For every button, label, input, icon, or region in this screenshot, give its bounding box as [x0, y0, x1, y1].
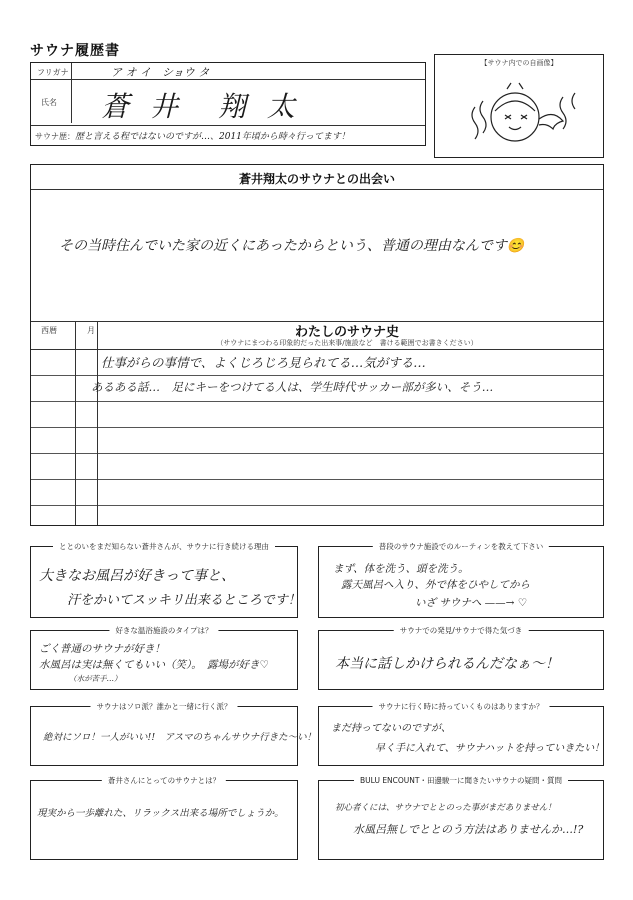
document-title: サウナ履歴書 — [30, 43, 120, 59]
name-value: 蒼 井 翔 太 — [101, 90, 301, 123]
main-section — [30, 164, 604, 526]
card-reason-line-1: 大きなお風呂が好きって事と、 — [39, 568, 235, 584]
card-routine-label: 普段のサウナ施設でのルーティンを教えて下さい — [373, 541, 549, 552]
encounter-text: その当時住んでいた家の近くにあったからという、普通の理由なんです😊 — [59, 238, 525, 254]
name-label: 氏名 — [41, 98, 57, 107]
card-solo — [30, 702, 317, 766]
history-subheading: （サウナにまつわる印象的だった出来事/施設など 書ける範囲でお書きください） — [216, 339, 478, 347]
card-meaning-label: 蒼井さんにとってのサウナとは？ — [102, 775, 226, 786]
history-month-header: 月 — [87, 326, 95, 335]
sauna-history-label: サウナ歴： — [35, 132, 75, 141]
card-belongings-line-2: 早く手に入れて、サウナハットを持っていきたい！ — [375, 743, 605, 754]
card-routine-line-2: 露天風呂へ入り、外で体をひやしてから — [341, 579, 530, 591]
card-solo-line-1: 絶対にソロ！一人がいい!! アスマのちゃんサウナ行きた〜い！ — [43, 732, 317, 743]
card-belongings-line-1: まだ持ってないのですが、 — [331, 723, 451, 734]
portrait-label: 【サウナ内での自画像】 — [480, 59, 558, 67]
sauna-history-value: 歴と言える程ではないのですが…、2011年頃から時々行ってます！ — [75, 132, 350, 142]
card-belongings-label: サウナに行く時に持っていくものはありますか？ — [373, 701, 550, 712]
card-question-line-2: 水風呂無しでととのう方法はありませんか…!? — [353, 823, 584, 836]
card-question — [318, 776, 604, 860]
history-heading: わたしのサウナ史 — [294, 325, 399, 340]
card-meaning-line-1: 現実から一歩離れた、リラックス出来る場所でしょうか。 — [37, 808, 284, 819]
card-meaning — [30, 776, 298, 860]
card-facility-type-label: 好きな温浴施設のタイプは？ — [109, 625, 218, 636]
portrait-box — [434, 54, 604, 158]
history-line-1: 仕事がらの事情で、よくじろじろ見られてる…気がする… — [101, 355, 426, 370]
card-question-label: BULU ENCOUNT・田邊駿一に聞きたいサウナの疑問・質問 — [354, 775, 568, 786]
card-solo-label: サウナはソロ派？誰かと一緒に行く派？ — [91, 701, 238, 712]
history-year-header: 西暦 — [41, 326, 57, 335]
profile-box — [30, 62, 426, 146]
card-reason — [30, 542, 301, 618]
card-facility-type — [30, 626, 298, 690]
card-discovery — [318, 626, 604, 690]
encounter-heading: 蒼井翔太のサウナとの出会い — [238, 172, 395, 186]
card-reason-label: ととのいをまだ知らない蒼井さんが、サウナに行き続ける理由 — [53, 541, 275, 552]
card-facility-type-line-3: （水が苦手…） — [69, 674, 122, 683]
card-facility-type-line-1: ごく普通のサウナが好き！ — [39, 643, 165, 655]
furigana-label: フリガナ — [37, 68, 69, 77]
card-question-line-1: 初心者くには、サウナでととのった事がまだありません！ — [335, 803, 556, 813]
card-facility-type-line-2: 水風呂は実は無くてもいい（笑）。 露場が好き♡ — [39, 659, 269, 671]
furigana-value: ア オ イ ショウ タ — [111, 66, 210, 79]
card-discovery-line-1: 本当に話しかけられるんだなぁ〜！ — [335, 656, 559, 672]
self-portrait-drawing — [435, 67, 605, 157]
card-reason-line-2: 汗をかいてスッキリ出来るところです！ — [67, 593, 301, 608]
card-routine-line-1: まず、体を洗う、頭を洗う。 — [333, 563, 469, 575]
card-routine-line-3: いざ サウナへ ——→ ♡ — [415, 597, 528, 609]
card-belongings — [318, 702, 605, 766]
history-line-2: あるある話… 足にキーをつけてる人は、学生時代サッカー部が多い、そう… — [91, 380, 494, 394]
card-discovery-label: サウナでの発見/サウナで得た気づき — [394, 625, 529, 636]
card-routine — [318, 542, 604, 618]
